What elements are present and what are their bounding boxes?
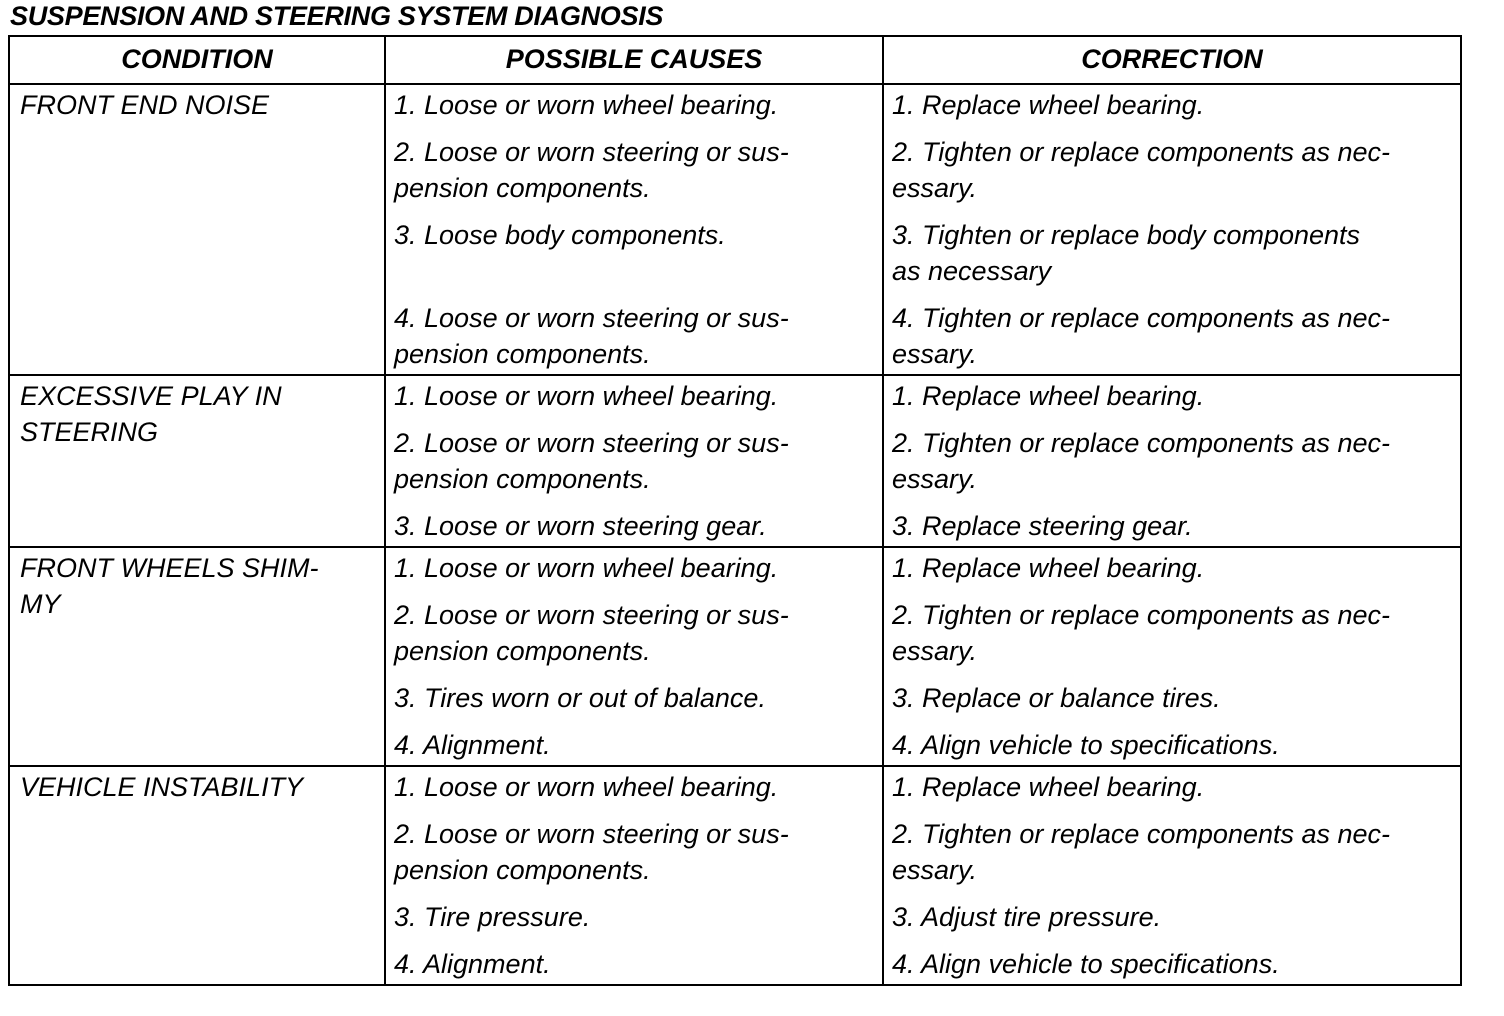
correction-cell [883,84,1461,375]
condition-cell [9,375,385,547]
correction-item: 3. Replace or balance tires. [892,683,1221,713]
causes-cell [385,547,883,766]
causes-cell [385,375,883,547]
header-correction: CORRECTION [883,36,1461,84]
cause-item: 2. Loose or worn steering or sus- pension components. [394,819,789,885]
causes-cell [385,84,883,375]
table-row [9,375,1461,547]
cause-item: 1. Loose or worn wheel bearing. [394,381,779,411]
correction-item: 2. Tighten or replace components as nec- essary. [892,137,1391,203]
correction-cell [883,766,1461,985]
condition-text: EXCESSIVE PLAY IN STEERING [20,381,282,447]
cause-item: 4. Loose or worn steering or sus- pension components. [394,303,789,369]
correction-item: 4. Tighten or replace components as nec- essary. [892,303,1391,369]
header-row [9,36,1461,84]
table-row [9,84,1461,375]
condition-cell [9,84,385,375]
cause-item: 3. Loose or worn steering gear. [394,511,767,541]
correction-cell [883,547,1461,766]
correction-item: 3. Adjust tire pressure. [892,902,1162,932]
cause-item: 4. Alignment. [394,949,551,979]
correction-cell [883,375,1461,547]
correction-item: 3. Replace steering gear. [892,511,1193,541]
cause-item: 3. Tires worn or out of balance. [394,683,766,713]
cause-item: 1. Loose or worn wheel bearing. [394,772,779,802]
causes-cell [385,766,883,985]
cause-item: 3. Loose body components. [394,220,726,250]
correction-item: 2. Tighten or replace components as nec- essary. [892,819,1391,885]
correction-item: 1. Replace wheel bearing. [892,90,1205,120]
table-row [9,547,1461,766]
correction-item: 1. Replace wheel bearing. [892,381,1205,411]
condition-cell [9,766,385,985]
cause-item: 1. Loose or worn wheel bearing. [394,90,779,120]
cause-item: 1. Loose or worn wheel bearing. [394,553,779,583]
header-possible-causes: POSSIBLE CAUSES [385,36,883,84]
cause-item: 2. Loose or worn steering or sus- pension components. [394,137,789,203]
correction-item: 4. Align vehicle to specifications. [892,730,1280,760]
document-title: SUSPENSION AND STEERING SYSTEM DIAGNOSIS [10,1,664,31]
condition-text: FRONT END NOISE [20,90,270,120]
condition-text: VEHICLE INSTABILITY [20,772,304,802]
cause-item: 2. Loose or worn steering or sus- pension components. [394,428,789,494]
correction-item: 2. Tighten or replace components as nec- essary. [892,428,1391,494]
condition-cell [9,547,385,766]
cause-item: 4. Alignment. [394,730,551,760]
condition-text: FRONT WHEELS SHIM- MY [20,553,319,619]
correction-item: 1. Replace wheel bearing. [892,553,1205,583]
cause-item: 3. Tire pressure. [394,902,591,932]
table-row [9,766,1461,985]
correction-item: 4. Align vehicle to specifications. [892,949,1280,979]
correction-item: 1. Replace wheel bearing. [892,772,1205,802]
header-condition: CONDITION [9,36,385,84]
cause-item: 2. Loose or worn steering or sus- pension components. [394,600,789,666]
correction-item: 3. Tighten or replace body components as necessary [892,220,1361,286]
diagnosis-table [8,35,1462,986]
correction-item: 2. Tighten or replace components as nec- essary. [892,600,1391,666]
